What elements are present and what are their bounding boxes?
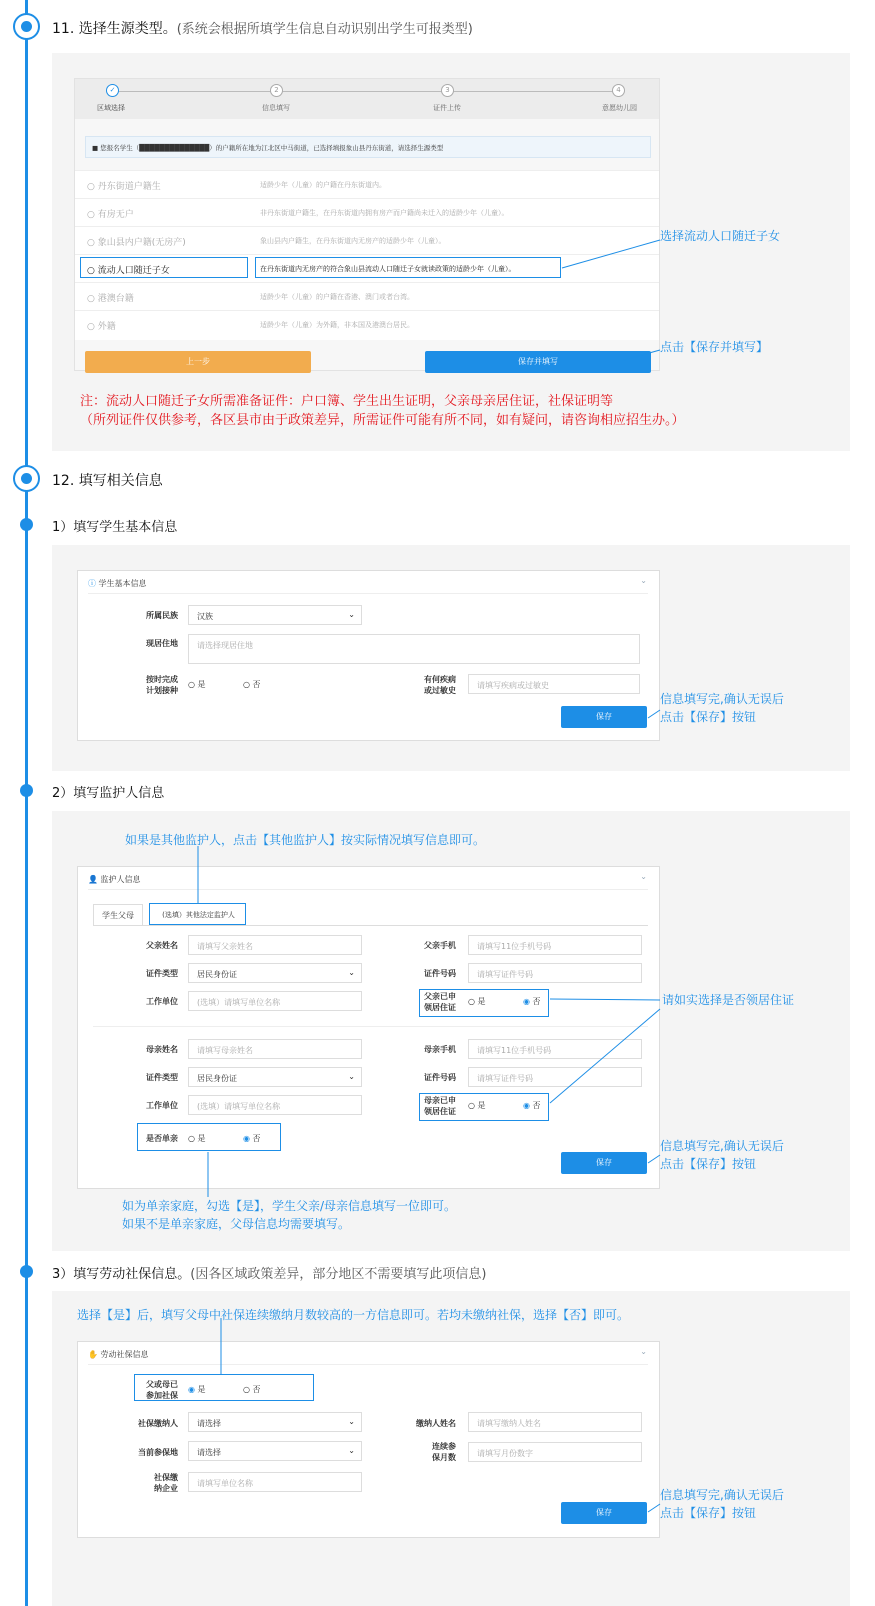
father-work-input[interactable]: (选填）请填写单位名称 (188, 991, 362, 1011)
chevron-down-icon[interactable]: ⌄ (640, 872, 647, 881)
mother-phone-input[interactable]: 请填写11位手机号码 (468, 1039, 642, 1059)
months-label: 连续参 保月数 (432, 1442, 456, 1462)
ethnicity-label: 所属民族 (146, 611, 178, 620)
highlight-option-desc (255, 257, 561, 278)
mother-permit-label: 母亲已申 领居住证 (424, 1096, 456, 1116)
step11-title: 11. 选择生源类型。 (52, 21, 177, 37)
callout-single-parent: 如为单亲家庭，勾选【是】，学生父亲/母亲信息填写一位即可。 如果不是单亲家庭，父母信息均需要填写。 (122, 1199, 457, 1231)
source-option-3[interactable]: ○ 象山县内户籍(无房产) 象山县内户籍生，在丹东街道内无房产的适龄少年（儿童）。 (75, 226, 659, 254)
sub2-panel (52, 811, 850, 1251)
payer-select[interactable]: 请选择 ⌄ (188, 1412, 362, 1432)
save-button[interactable]: 保存 (561, 1502, 647, 1524)
callout-save-2: 信息填写完,确认无误后 点击【保存】按钮 (660, 1139, 784, 1171)
stepper-label-3: 证件上传 (433, 104, 461, 112)
docs-disclaimer: （所列证件仅供参考，各区县市由于政策差异，所需证件可能有所不同，如有疑问，请咨询相应招生办。） (80, 413, 685, 428)
place-select[interactable]: 请选择 ⌄ (188, 1441, 362, 1461)
company-input[interactable]: 请填写单位名称 (188, 1472, 362, 1492)
step11-subtitle: (系统会根据所填学生信息自动识别出学生可报类型) (176, 22, 473, 37)
mother-name-input[interactable]: 请填写母亲姓名 (188, 1039, 362, 1059)
company-label: 社保缴 纳企业 (154, 1473, 178, 1493)
hand-icon: ✋ (88, 1350, 98, 1359)
step11-panel (52, 53, 850, 451)
timeline-node-12-3 (20, 1265, 33, 1278)
save-and-fill-button[interactable]: 保存并填写 (425, 351, 651, 373)
callout-residence-permit: 请如实选择是否领居住证 (662, 993, 795, 1007)
ethnicity-select[interactable]: 汉族 ⌄ (188, 605, 362, 625)
student-info-card (77, 570, 660, 741)
father-name-input[interactable]: 请填写父亲姓名 (188, 935, 362, 955)
timeline-node-12 (13, 465, 40, 492)
card-title: ✋ 劳动社保信息 (88, 1350, 149, 1359)
highlight-insured (134, 1374, 314, 1401)
mother-idtype-label: 证件类型 (146, 1073, 178, 1082)
sub2-title: 2）填写监护人信息 (52, 786, 165, 801)
payer-name-input[interactable]: 请填写缴纳人姓名 (468, 1412, 642, 1432)
callout-other-guardian: 如果是其他监护人，点击【其他监护人】按实际情况填写信息即可。 (125, 833, 486, 847)
mother-work-label: 工作单位 (146, 1101, 178, 1110)
father-name-label: 父亲姓名 (146, 941, 178, 950)
mother-permit-no[interactable]: ◉ 否 (523, 1101, 541, 1110)
sub3-subtitle: (因各区域政策差异，部分地区不需要填写此项信息) (190, 1267, 487, 1282)
stepper-label-1: 区域选择 (97, 104, 125, 112)
source-option-2[interactable]: ○ 有房无户 非丹东街道户籍生，在丹东街道内拥有房产而户籍尚未迁入的适龄少年（儿童）。 (75, 198, 659, 226)
stepper-label-2: 信息填写 (262, 104, 290, 112)
callout-save-3: 信息填写完,确认无误后 点击【保存】按钮 (660, 1488, 784, 1520)
mother-name-label: 母亲姓名 (146, 1045, 178, 1054)
father-permit-no[interactable]: ◉ 否 (523, 997, 541, 1006)
callout-insurance-choice: 选择【是】后，填写父母中社保连续缴纳月数较高的一方信息即可。若均未缴纳社保，选择【否】即可。 (77, 1308, 630, 1322)
sub1-panel (52, 545, 850, 771)
stepper-dot-2: 2 (270, 84, 283, 97)
stepper-dot-3: 3 (441, 84, 454, 97)
vaccine-no-radio[interactable]: ○ 否 (243, 680, 261, 689)
highlight-option-label (80, 257, 248, 278)
payer-label: 社保缴纳人 (138, 1419, 178, 1428)
disease-input[interactable]: 请填写疾病或过敏史 (468, 674, 640, 694)
insured-label: 父或母已 参加社保 (146, 1380, 178, 1400)
insurance-card (77, 1341, 660, 1538)
info-icon: ⓘ (88, 579, 96, 588)
months-input[interactable]: 请填写月份数字 (468, 1442, 642, 1462)
mother-permit-yes[interactable]: ○ 是 (468, 1101, 486, 1110)
highlight-other-tab (149, 903, 246, 925)
mother-idtype-select[interactable]: 居民身份证 ⌄ (188, 1067, 362, 1087)
source-type-list (75, 170, 659, 340)
sub3-heading (52, 1263, 486, 1282)
timeline-node-12-2 (20, 784, 33, 797)
insured-yes[interactable]: ◉ 是 (188, 1385, 206, 1394)
mother-idno-input[interactable]: 请填写证件号码 (468, 1067, 642, 1087)
tab-other-guardian[interactable]: (选填）其他法定监护人 (162, 911, 235, 919)
sub3-panel (52, 1291, 850, 1606)
card-title: 👤 监护人信息 (88, 875, 141, 884)
stepper (75, 79, 659, 119)
timeline-node-11 (13, 13, 40, 40)
father-idtype-select[interactable]: 居民身份证 ⌄ (188, 963, 362, 983)
father-idno-input[interactable]: 请填写证件号码 (468, 963, 642, 983)
vaccine-label: 按时完成 计划接种 (146, 675, 178, 695)
father-phone-input[interactable]: 请填写11位手机号码 (468, 935, 642, 955)
save-button[interactable]: 保存 (561, 1152, 647, 1174)
father-idtype-label: 证件类型 (146, 969, 178, 978)
father-work-label: 工作单位 (146, 997, 178, 1006)
vaccine-yes-radio[interactable]: ○ 是 (188, 680, 206, 689)
father-phone-label: 父亲手机 (424, 941, 456, 950)
docs-note: 注：流动人口随迁子女所需准备证件：户口簿、学生出生证明，父亲母亲居住证，社保证明等 (80, 394, 614, 409)
highlight-father-permit (419, 989, 549, 1017)
stepper-dot-4: 4 (612, 84, 625, 97)
single-parent-label: 是否单亲 (146, 1134, 178, 1143)
mother-phone-label: 母亲手机 (424, 1045, 456, 1054)
insured-no[interactable]: ○ 否 (243, 1385, 261, 1394)
source-type-form (74, 78, 660, 371)
father-idno-label: 证件号码 (424, 969, 456, 978)
stepper-label-4: 意愿幼儿园 (602, 104, 637, 112)
father-permit-yes[interactable]: ○ 是 (468, 997, 486, 1006)
source-option-4[interactable]: ○ 流动人口随迁子女 在丹东街道内无房产的符合象山县流动人口随迁子女就读政策的适龄少年（儿童）。 (75, 254, 659, 282)
highlight-single-parent (137, 1123, 281, 1151)
single-parent-no[interactable]: ◉ 否 (243, 1134, 261, 1143)
source-option-5[interactable]: ○ 港澳台籍 适龄少年（儿童）的户籍在香港、澳门或者台湾。 (75, 282, 659, 310)
callout-save-1: 信息填写完,确认无误后 点击【保存】按钮 (660, 692, 784, 724)
timeline-line (25, 0, 28, 1606)
callout-save-fill: 点击【保存并填写】 (660, 340, 769, 354)
chevron-down-icon[interactable]: ⌄ (640, 1347, 647, 1356)
mother-work-input[interactable]: (选填）请填写单位名称 (188, 1095, 362, 1115)
sub1-title: 1）填写学生基本信息 (52, 520, 178, 535)
chevron-down-icon[interactable]: ⌄ (640, 576, 647, 585)
prev-button[interactable]: 上一步 (85, 351, 311, 373)
sub3-title: 3）填写劳动社保信息。 (52, 1267, 191, 1282)
user-icon: 👤 (88, 875, 98, 884)
address-input[interactable]: 请选择现居住地 (188, 634, 640, 664)
card-title: ⓘ 学生基本信息 (88, 579, 147, 588)
address-label: 现居住地 (146, 639, 178, 648)
father-permit-label: 父亲已申 领居住证 (424, 992, 456, 1012)
tab-parents[interactable]: 学生父母 (93, 904, 143, 926)
stepper-dot-1: ✓ (106, 84, 119, 97)
step11-heading (52, 18, 473, 38)
highlight-mother-permit (419, 1093, 549, 1121)
notice-bar: ■ 您报名学生（██████████████）的户籍所在地为江北区中马街道，已选择填报象山县丹东街道，请选择生源类型 (85, 136, 651, 158)
place-label: 当前参保地 (138, 1448, 178, 1457)
save-button[interactable]: 保存 (561, 706, 647, 728)
source-option-1[interactable]: ○ 丹东街道户籍生 适龄少年（儿童）的户籍在丹东街道内。 (75, 170, 659, 198)
disease-label: 有何疾病 或过敏史 (424, 675, 456, 695)
callout-select-option: 选择流动人口随迁子女 (660, 229, 781, 243)
single-parent-yes[interactable]: ○ 是 (188, 1134, 206, 1143)
mother-idno-label: 证件号码 (424, 1073, 456, 1082)
step12-title: 12. 填写相关信息 (52, 473, 163, 489)
source-option-6[interactable]: ○ 外籍 适龄少年（儿童）为外籍，非本国及港澳台居民。 (75, 310, 659, 338)
payer-name-label: 缴纳人姓名 (416, 1419, 456, 1428)
timeline-node-12-1 (20, 518, 33, 531)
